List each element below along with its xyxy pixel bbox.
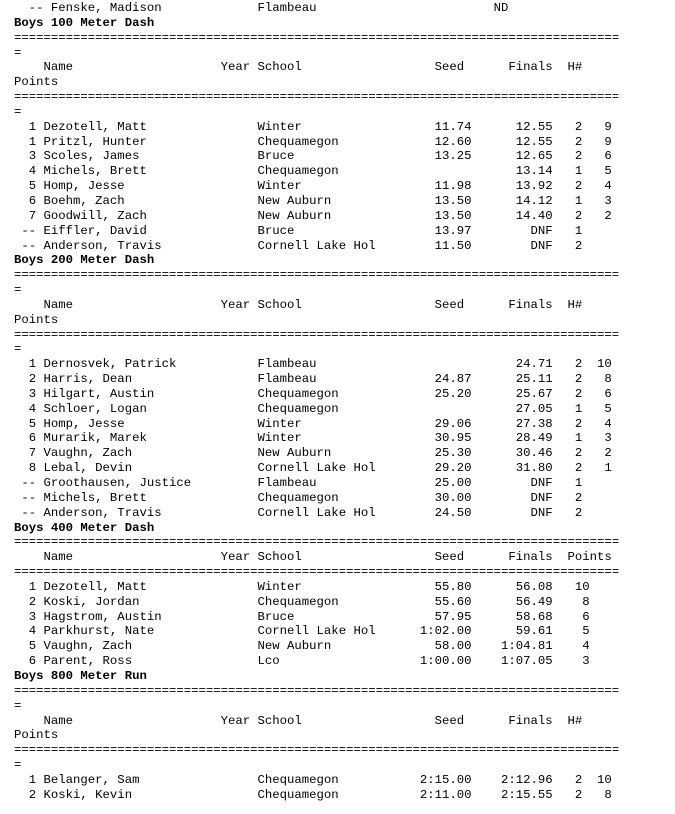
column-header-points: Points — [14, 312, 59, 327]
rule-line: ================================================================================== — [14, 268, 620, 283]
result-row: 2 Harris, Dean Flambeau 24.87 25.11 2 8 — [14, 372, 612, 387]
result-row: -- Anderson, Travis Cornell Lake Hol 11.50 DNF 2 — [14, 238, 583, 253]
rule-line-tail: = — [14, 45, 22, 60]
rule-line: ================================================================================== — [14, 30, 620, 45]
result-row: -- Groothausen, Justice Flambeau 25.00 DNF 1 — [14, 476, 583, 490]
result-row: 4 Michels, Brett Chequamegon 13.14 1 5 — [14, 164, 612, 179]
result-row: -- Fenske, Madison Flambeau ND — [14, 1, 509, 15]
results-document — [14, 1, 619, 803]
result-row: 6 Boehm, Zach New Auburn 13.50 14.12 1 3 — [14, 193, 612, 208]
result-row: 1 Dezotell, Matt Winter 55.80 56.08 10 — [14, 579, 590, 594]
result-row: 2 Koski, Kevin Chequamegon 2:11.00 2:15.55 2 8 — [14, 787, 612, 802]
result-row: 8 Lebal, Devin Cornell Lake Hol 29.20 31.80 2 1 — [14, 461, 612, 476]
result-row: 4 Parkhurst, Nate Cornell Lake Hol 1:02.00 59.61 5 — [14, 624, 590, 639]
rule-line: ================================================================================== — [14, 565, 620, 580]
event-title: Boys 800 Meter Run — [14, 668, 147, 683]
rule-line: ================================================================================== — [14, 535, 620, 550]
rule-line: ================================================================================== — [14, 743, 620, 758]
result-row: 7 Goodwill, Zach New Auburn 13.50 14.40 2 2 — [14, 208, 612, 223]
result-row: 3 Hagstrom, Austin Bruce 57.95 58.68 6 — [14, 609, 590, 624]
result-row: 6 Murarik, Marek Winter 30.95 28.49 1 3 — [14, 431, 612, 446]
rule-line: ================================================================================== — [14, 683, 620, 698]
event-title: Boys 200 Meter Dash — [14, 253, 155, 268]
result-row: 1 Dernosvek, Patrick Flambeau 24.71 2 10 — [14, 357, 612, 372]
column-header: Name Year School Seed Finals H# — [14, 297, 583, 312]
result-row: 5 Homp, Jesse Winter 29.06 27.38 2 4 — [14, 416, 612, 431]
column-header: Name Year School Seed Finals Points — [14, 550, 612, 565]
rule-line-tail: = — [14, 104, 22, 119]
result-row: 4 Schloer, Logan Chequamegon 27.05 1 5 — [14, 401, 612, 416]
result-row: 3 Hilgart, Austin Chequamegon 25.20 25.67 2 6 — [14, 386, 612, 401]
result-row: 2 Koski, Jordan Chequamegon 55.60 56.49 8 — [14, 594, 590, 609]
rule-line-tail: = — [14, 283, 22, 298]
result-row: 6 Parent, Ross Lco 1:00.00 1:07.05 3 — [14, 654, 590, 669]
column-header-points: Points — [14, 75, 59, 90]
result-row: 1 Belanger, Sam Chequamegon 2:15.00 2:12.96 2 10 — [14, 772, 612, 787]
result-row: 7 Vaughn, Zach New Auburn 25.30 30.46 2 2 — [14, 446, 612, 461]
result-row: 5 Vaughn, Zach New Auburn 58.00 1:04.81 4 — [14, 639, 590, 654]
column-header: Name Year School Seed Finals H# — [14, 713, 583, 728]
column-header-points: Points — [14, 728, 59, 743]
rule-line-tail: = — [14, 342, 22, 357]
result-row: 1 Pritzl, Hunter Chequamegon 12.60 12.55 2 9 — [14, 134, 612, 149]
rule-line: ================================================================================== — [14, 327, 620, 342]
result-row: 3 Scoles, James Bruce 13.25 12.65 2 6 — [14, 149, 612, 164]
rule-line-tail: = — [14, 758, 22, 773]
event-title: Boys 100 Meter Dash — [14, 15, 155, 30]
result-row: 5 Homp, Jesse Winter 11.98 13.92 2 4 — [14, 179, 612, 194]
result-row: 1 Dezotell, Matt Winter 11.74 12.55 2 9 — [14, 119, 612, 134]
rule-line: ================================================================================== — [14, 90, 620, 105]
result-row: -- Eiffler, David Bruce 13.97 DNF 1 — [14, 223, 583, 238]
result-row: -- Anderson, Travis Cornell Lake Hol 24.50 DNF 2 — [14, 505, 583, 520]
event-title: Boys 400 Meter Dash — [14, 520, 155, 535]
result-row: -- Michels, Brett Chequamegon 30.00 DNF 2 — [14, 490, 583, 505]
column-header: Name Year School Seed Finals H# — [14, 60, 583, 75]
rule-line-tail: = — [14, 698, 22, 713]
